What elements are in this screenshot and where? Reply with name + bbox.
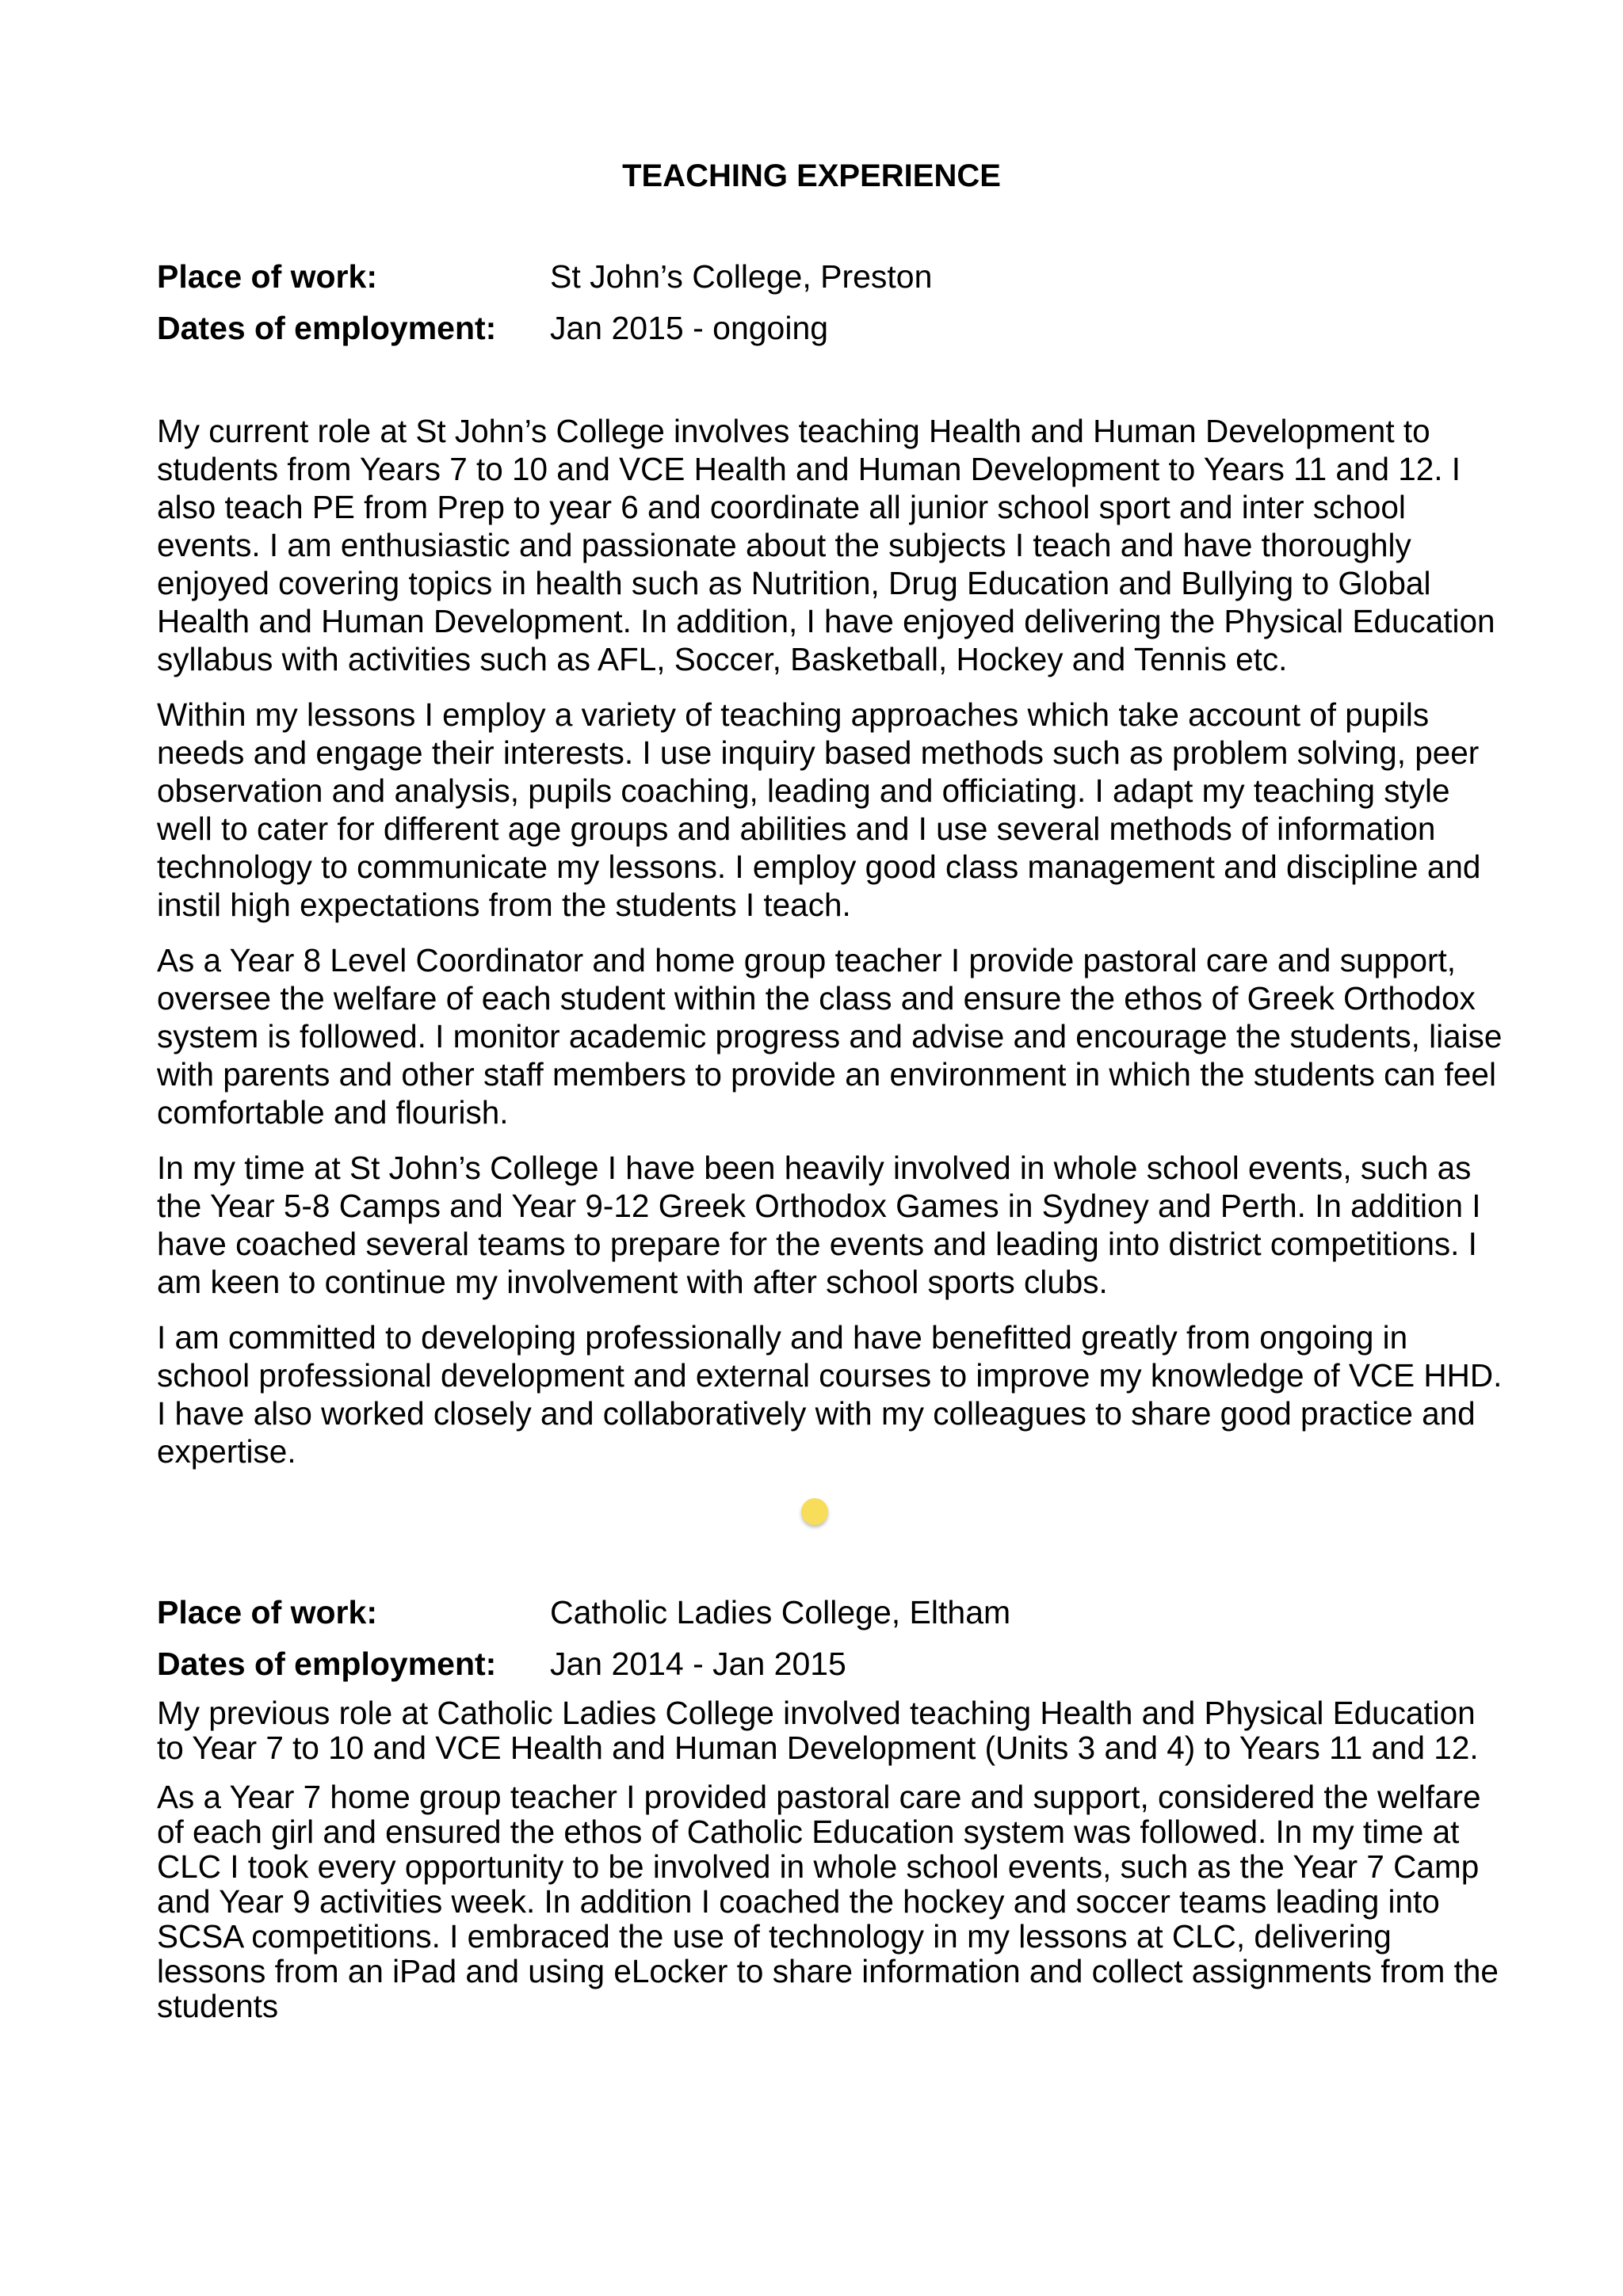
job1-paragraph-2: Within my lessons I employ a variety of teaching approaches which take account of pupils needs and engage their interests. I use inquiry based methods such as problem solving, peer observation and analysis, pupils coaching, leading and officiating. I adapt my teaching style well to cater for different age groups and abilities and I use several methods of information technology to communicate my lessons. I employ good class management and discipline and instil high expectations from the students I teach.	[157, 696, 1481, 923]
job2-dates-value: Jan 2014 - Jan 2015	[550, 1646, 846, 1682]
job1-dates-label: Dates of employment:	[157, 310, 497, 346]
job1-paragraph-5: I am committed to developing professionally and have benefitted greatly from ongoing in school professional development and external courses to improve my knowledge of VCE HHD. I have also worked closely and collaboratively with my colleagues to share good practice and expertise.	[157, 1319, 1503, 1470]
job1-paragraph-3: As a Year 8 Level Coordinator and home group teacher I provide pastoral care and support, oversee the welfare of each student within the class and ensure the ethos of Greek Orthodox system is followed. I monitor academic progress and advise and encourage the students, liaise with parents and other staff members to provide an environment in which the students can feel comfortable and flourish.	[157, 942, 1503, 1131]
job1-description	[157, 412, 1504, 1488]
section-heading: TEACHING EXPERIENCE	[622, 158, 1001, 193]
job1-paragraph-1: My current role at St John’s College involves teaching Health and Human Development to students from Years 7 to 10 and VCE Health and Human Development to Years 11 and 12. I also teach PE from Prep to year 6 and coordinate all junior school sport and inter school events. I am enthusiastic and passionate about the subjects I teach and have thoroughly enjoyed covering topics in health such as Nutrition, Drug Education and Bullying to Global Health and Human Development. In addition, I have enjoyed delivering the Physical Education syllabus with activities such as AFL, Soccer, Basketball, Hockey and Tennis etc.	[157, 413, 1495, 677]
job2-place-row	[157, 1592, 1010, 1632]
job2-place-label: Place of work:	[157, 1594, 377, 1630]
job1-place-value: St John’s College, Preston	[550, 258, 933, 295]
job1-dates-row	[157, 308, 828, 348]
job2-dates-label: Dates of employment:	[157, 1646, 497, 1682]
job2-dates-row	[157, 1644, 846, 1684]
job2-paragraph-2: As a Year 7 home group teacher I provided pastoral care and support, considered the welfare of each girl and ensured the ethos of Catholic Education system was followed. In my time at CLC I took every opportunity to be involved in whole school events, such as the Year 7 Camp and Year 9 activities week. In addition I coached the hockey and soccer teams leading into SCSA competitions. I embraced the use of technology in my lessons at CLC, delivering lessons from an iPad and using eLocker to share information and collect assignments from the students	[157, 1779, 1499, 2024]
job1-paragraph-4: In my time at St John’s College I have been heavily involved in whole school events, such as the Year 5-8 Camps and Year 9-12 Greek Orthodox Games in Sydney and Perth. In addition I have coached several teams to prepare for the events and leading into district competitions. I am keen to continue my involvement with after school sports clubs.	[157, 1150, 1481, 1300]
job2-description	[157, 1695, 1504, 2038]
job1-place-label: Place of work:	[157, 258, 377, 295]
job1-place-row	[157, 257, 932, 296]
job2-paragraph-1: My previous role at Catholic Ladies College involved teaching Health and Physical Education to Year 7 to 10 and VCE Health and Human Development (Units 3 and 4) to Years 11 and 12.	[157, 1695, 1479, 1766]
job1-dates-value: Jan 2015 - ongoing	[550, 310, 829, 346]
job2-place-value: Catholic Ladies College, Eltham	[550, 1594, 1011, 1630]
yellow-dot-marker	[801, 1498, 828, 1525]
